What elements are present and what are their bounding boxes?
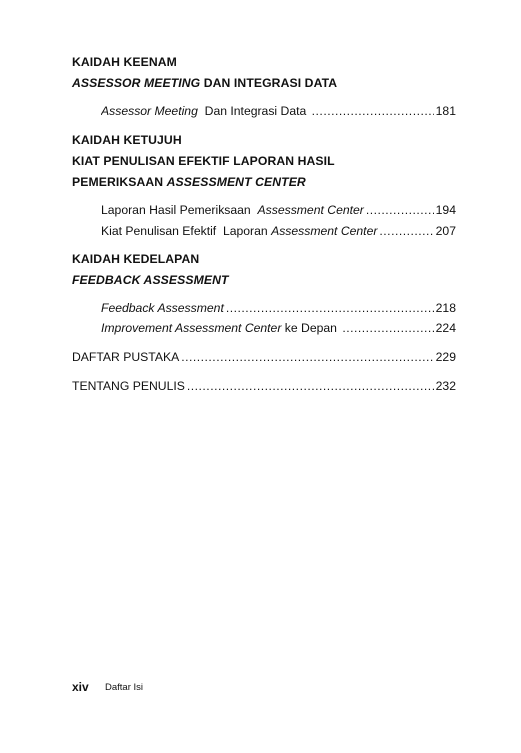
- toc-entry[interactable]: [101, 203, 456, 217]
- toc-entry-title: [101, 104, 310, 118]
- chapter-title: [72, 154, 335, 168]
- toc-entry-daftar-pustaka[interactable]: [72, 350, 456, 364]
- chapter-title-text: PEMERIKSAAN: [72, 175, 167, 189]
- toc-entry-title-italic: Assessment Center: [271, 224, 378, 238]
- toc-page-number: 229: [435, 350, 456, 364]
- leader-dots: [226, 301, 434, 315]
- toc-entry-title: TENTANG PENULIS: [72, 379, 185, 393]
- chapter-title-text: DAN INTEGRASI DATA: [200, 76, 338, 90]
- toc-entry-title-italic: Assessment Center: [257, 203, 364, 217]
- toc-entry-title: [101, 203, 364, 217]
- leader-dots: [181, 350, 433, 364]
- chapter-title: [72, 175, 306, 189]
- leader-dots: [379, 224, 433, 238]
- toc-entry-title: [101, 301, 224, 315]
- footer-page-number: xiv: [72, 680, 89, 694]
- chapter-heading: KAIDAH KEDELAPAN: [72, 252, 200, 266]
- toc-entry[interactable]: [101, 224, 456, 238]
- leader-dots: [187, 379, 434, 393]
- chapter-heading: KAIDAH KETUJUH: [72, 133, 182, 147]
- toc-entry-title: DAFTAR PUSTAKA: [72, 350, 180, 364]
- toc-page-number: 232: [435, 379, 456, 393]
- toc-page-number: 194: [435, 203, 456, 217]
- toc-entry-title-italic: Assessor Meeting: [101, 104, 198, 118]
- toc-entry[interactable]: [101, 301, 456, 315]
- chapter-heading: KAIDAH KEENAM: [72, 55, 177, 69]
- toc-entry-title-text: Kiat Penulisan Efektif Laporan: [101, 224, 272, 238]
- leader-dots: [342, 321, 433, 335]
- toc-entry-title-text: Dan Integrasi Data: [197, 104, 310, 118]
- toc-page-number: 224: [435, 321, 456, 335]
- footer-label: Daftar Isi: [105, 682, 144, 693]
- toc-entry-tentang-penulis[interactable]: [72, 379, 456, 393]
- chapter-title-italic: FEEDBACK ASSESSMENT: [72, 273, 229, 287]
- toc-page-number: 207: [435, 224, 456, 238]
- chapter-title: [72, 273, 229, 287]
- toc-entry[interactable]: [101, 321, 456, 335]
- chapter-title: [72, 76, 337, 90]
- toc-entry-title-italic: Improvement Assessment Center: [101, 321, 282, 335]
- toc-entry-title: [101, 321, 340, 335]
- toc-page-number: 218: [435, 301, 456, 315]
- chapter-title-italic: ASSESSOR MEETING: [72, 76, 201, 90]
- toc-entry[interactable]: [101, 104, 456, 118]
- toc-entry-title-text: Laporan Hasil Pemeriksaan: [101, 203, 258, 217]
- toc-entry-title: [101, 224, 377, 238]
- toc-page-number: 181: [435, 104, 456, 118]
- leader-dots: [366, 203, 434, 217]
- chapter-title-italic: ASSESSMENT CENTER: [166, 175, 306, 189]
- toc-entry-title-text: ke Depan: [281, 321, 341, 335]
- leader-dots: [312, 104, 434, 118]
- toc-entry-title-italic: Feedback Assessment: [101, 301, 224, 315]
- chapter-title-text: KIAT PENULISAN EFEKTIF LAPORAN HASIL: [72, 154, 335, 168]
